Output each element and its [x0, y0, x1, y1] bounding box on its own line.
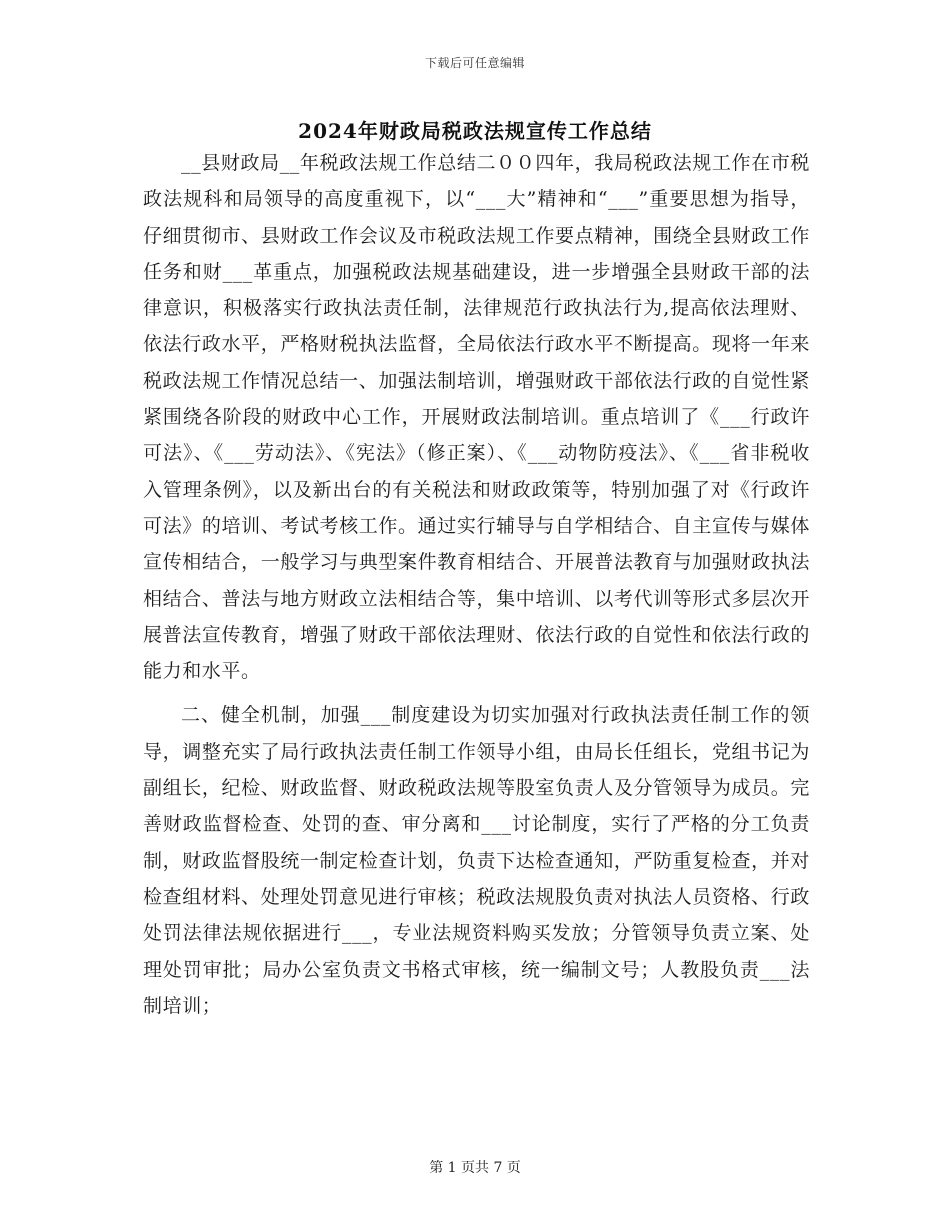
document-title: 2024年财政局税政法规宣传工作总结: [298, 119, 652, 143]
paragraph-2: 二、健全机制，加强___制度建设为切实加强对行政执法责任制工作的领导，调整充实了局行政执法责任制工作领导小组，由局长任组长，党组书记为副组长，纪检、财政监督、财政税政法规等股室负责人及分管领导为成员。完善财政监督检查、处罚的查、审分离和___讨论制度，实行了严格的分工负责制，财政监督股统一制定检查计划，负责下达检查通知，严防重复检查，并对检查组材料、处理处罚意见进行审核；税政法规股负责对执法人员资格、行政处罚法律法规依据进行___，专业法规资料购买发放；分管领导负责立案、处理处罚审批；局办公室负责文书格式审核，统一编制文号；人教股负责___法制培训；: [143, 704, 810, 1017]
header-note: 下载后可任意编辑: [424, 56, 525, 70]
document-body: [143, 145, 810, 1024]
page-number: 第 1 页共 7 页: [429, 1160, 521, 1176]
paragraph-1: __县财政局__年税政法规工作总结二００四年，我局税政法规工作在市税政法规科和局领导的高度重视下，以“___大”精神和“___”重要思想为指导，仔细贯彻市、县财政工作会议及市税政法规工作要点精神，围绕全县财政工作任务和财___革重点，加强税政法规基础建设，进一步增强全县财政干部的法律意识，积极落实行政执法责任制，法律规范行政执法行为,提高依法理财、依法行政水平，严格财税执法监督，全局依法行政水平不断提高。现将一年来税政法规工作情况总结一、加强法制培训，增强财政干部依法行政的自觉性紧紧围绕各阶段的财政中心工作，开展财政法制培训。重点培训了《___行政许可法》、《___劳动法》、《宪法》（修正案）、《___动物防疫法》、《___省非税收入管理条例》，以及新出台的有关税法和财政政策等，特别加强了对《行政许可法》的培训、考试考核工作。通过实行辅导与自学相结合、自主宣传与媒体宣传相结合，一般学习与典型案件教育相结合、开展普法教育与加强财政执法相结合、普法与地方财政立法相结合等，集中培训、以考代训等形式多层次开展普法宣传教育，增强了财政干部依法理财、依法行政的自觉性和依法行政的能力和水平。: [143, 152, 810, 683]
